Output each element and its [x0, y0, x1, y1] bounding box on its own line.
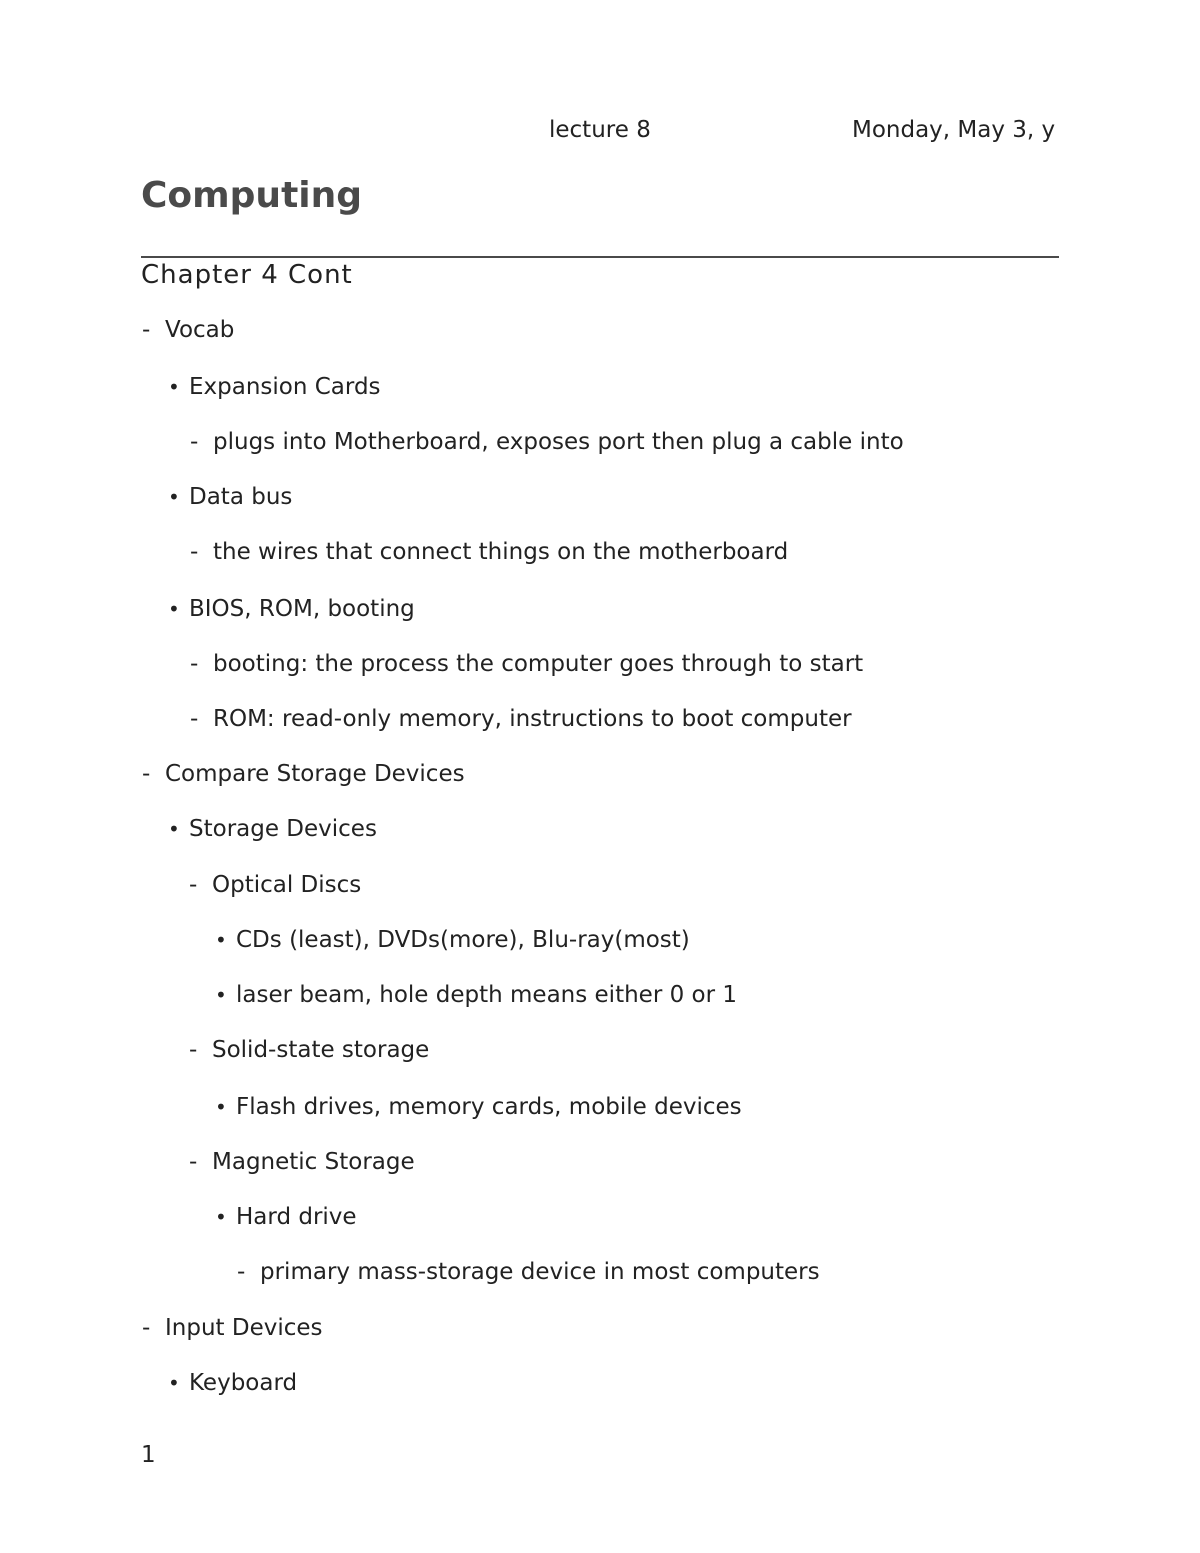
outline-item-label: Hard drive — [236, 1204, 357, 1230]
page-number: 1 — [141, 1442, 156, 1468]
header-date: Monday, May 3, y — [852, 117, 1056, 143]
outline-item-label: Input Devices — [165, 1315, 323, 1341]
outline-item-data-bus — [168, 483, 293, 511]
header-lecture: lecture 8 — [549, 117, 651, 143]
bullet-marker: • — [215, 1205, 227, 1229]
outline-item-label: Magnetic Storage — [212, 1149, 415, 1175]
outline-item-label: laser beam, hole depth means either 0 or 1 — [236, 982, 738, 1008]
outline-item-label: primary mass-storage device in most computers — [260, 1259, 820, 1285]
dash-marker: - — [142, 1315, 151, 1341]
outline-item-label: the wires that connect things on the motherboard — [213, 539, 789, 565]
dash-marker: - — [189, 872, 198, 898]
outline-item-label: Storage Devices — [189, 816, 377, 842]
dash-marker: - — [142, 761, 151, 787]
outline-item-label: BIOS, ROM, booting — [189, 596, 415, 622]
bullet-marker: • — [215, 928, 227, 952]
page-title: Computing — [141, 175, 363, 216]
outline-item-expansion-cards-def — [190, 428, 904, 456]
dash-marker: - — [190, 706, 199, 732]
outline-item-storage — [142, 760, 465, 788]
outline-item-booting-def — [190, 650, 864, 678]
outline-item-storage-devices — [168, 815, 377, 843]
outline-item-label: Expansion Cards — [189, 374, 381, 400]
bullet-marker: • — [168, 1371, 180, 1395]
dash-marker: - — [190, 539, 199, 565]
dash-marker: - — [189, 1149, 198, 1175]
outline-item-label: Optical Discs — [212, 872, 362, 898]
outline-item-label: booting: the process the computer goes through to start — [213, 651, 864, 677]
outline-item-label: CDs (least), DVDs(more), Blu-ray(most) — [236, 927, 690, 953]
outline-item-label: Flash drives, memory cards, mobile devices — [236, 1094, 742, 1120]
outline-item-rom-def — [190, 705, 852, 733]
outline-item-vocab — [142, 316, 235, 344]
outline-item-data-bus-def — [190, 538, 789, 566]
bullet-marker: • — [168, 817, 180, 841]
bullet-marker: • — [215, 983, 227, 1007]
outline-item-label: Data bus — [189, 484, 293, 510]
bullet-marker: • — [168, 485, 180, 509]
dash-marker: - — [142, 317, 151, 343]
outline-item-expansion-cards — [168, 373, 381, 401]
dash-marker: - — [190, 651, 199, 677]
dash-marker: - — [237, 1259, 246, 1285]
bullet-marker: • — [168, 597, 180, 621]
chapter-heading: Chapter 4 Cont — [141, 260, 353, 290]
outline-item-optical-types — [215, 926, 690, 954]
dash-marker: - — [190, 429, 199, 455]
bullet-marker: • — [215, 1095, 227, 1119]
outline-item-hard-drive-def — [237, 1258, 820, 1286]
outline-item-optical-how — [215, 981, 738, 1009]
dash-marker: - — [189, 1037, 198, 1063]
outline-item-label: Solid-state storage — [212, 1037, 430, 1063]
outline-item-label: plugs into Motherboard, exposes port then plug a cable into — [213, 429, 904, 455]
outline-item-input — [142, 1314, 323, 1342]
title-divider — [141, 256, 1059, 258]
outline-item-label: Vocab — [165, 317, 235, 343]
outline-item-label: Keyboard — [189, 1370, 298, 1396]
outline-item-label: ROM: read-only memory, instructions to boot computer — [213, 706, 852, 732]
outline-item-label: Compare Storage Devices — [165, 761, 465, 787]
outline-item-solid-state-examples — [215, 1093, 742, 1121]
outline-item-hard-drive — [215, 1203, 357, 1231]
outline-item-keyboard — [168, 1369, 298, 1397]
bullet-marker: • — [168, 375, 180, 399]
outline-item-bios — [168, 595, 415, 623]
outline-item-magnetic — [189, 1148, 415, 1176]
outline-item-optical — [189, 871, 362, 899]
outline-item-solid-state — [189, 1036, 430, 1064]
